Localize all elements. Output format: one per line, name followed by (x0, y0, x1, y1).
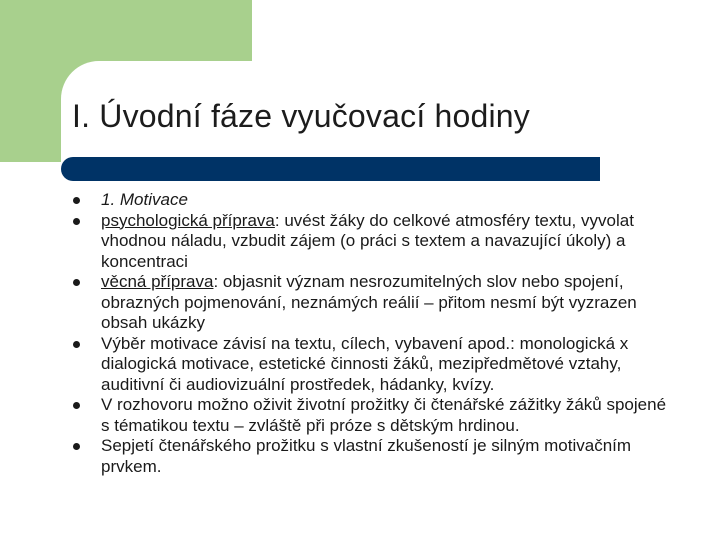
bullet-text: : uvést žáky do celkové atmosféry textu, vyvolat vhodnou náladu, vzbudit zájem (o práci s textem a navazující úkoly) a koncentraci (101, 210, 634, 271)
bullet-text: V rozhovoru možno oživit životní prožitky či čtenářské zážitky žáků spojené s tématikou textu – zvláště při próze s dětským hrdinou. (101, 395, 667, 435)
bullet-text: Výběr motivace závisí na textu, cílech, vybavení apod.: monologická x dialogická motivace, estetické činnosti žáků, mezipředmětové vztahy, auditivní či audiovizuální prostředek, hádanky, kvízy. (101, 333, 629, 394)
bullet-icon (73, 279, 80, 286)
bullet-term: psychologická příprava (101, 210, 275, 230)
bullet-list (72, 190, 672, 477)
bullet-icon (73, 443, 80, 450)
bullet-item-vecna (72, 272, 672, 334)
bullet-icon (73, 341, 80, 348)
bullet-term: věcná příprava (101, 272, 214, 291)
slide-title: I. Úvodní fáze vyučovací hodiny (72, 98, 530, 134)
bullet-item-motivace (72, 190, 672, 211)
bullet-item-psychologicka (72, 211, 672, 273)
bullet-icon (73, 218, 80, 225)
bullet-icon (73, 197, 80, 204)
bullet-item-rozhovor (72, 395, 672, 436)
bullet-heading: 1. Motivace (101, 190, 188, 209)
bullet-item-vyber (72, 334, 672, 396)
bullet-item-sepjeti (72, 436, 672, 477)
title-underline-bar (61, 157, 600, 181)
bullet-text: Sepjetí čtenářského prožitku s vlastní zkušeností je silným motivačním prvkem. (101, 436, 632, 476)
bullet-icon (73, 402, 80, 409)
bullet-text: : objasnit význam nesrozumitelných slov nebo spojení, obrazných pojmenování, neznámých reálií – přitom nesmí být vyzrazen obsah ukázky (101, 272, 637, 332)
